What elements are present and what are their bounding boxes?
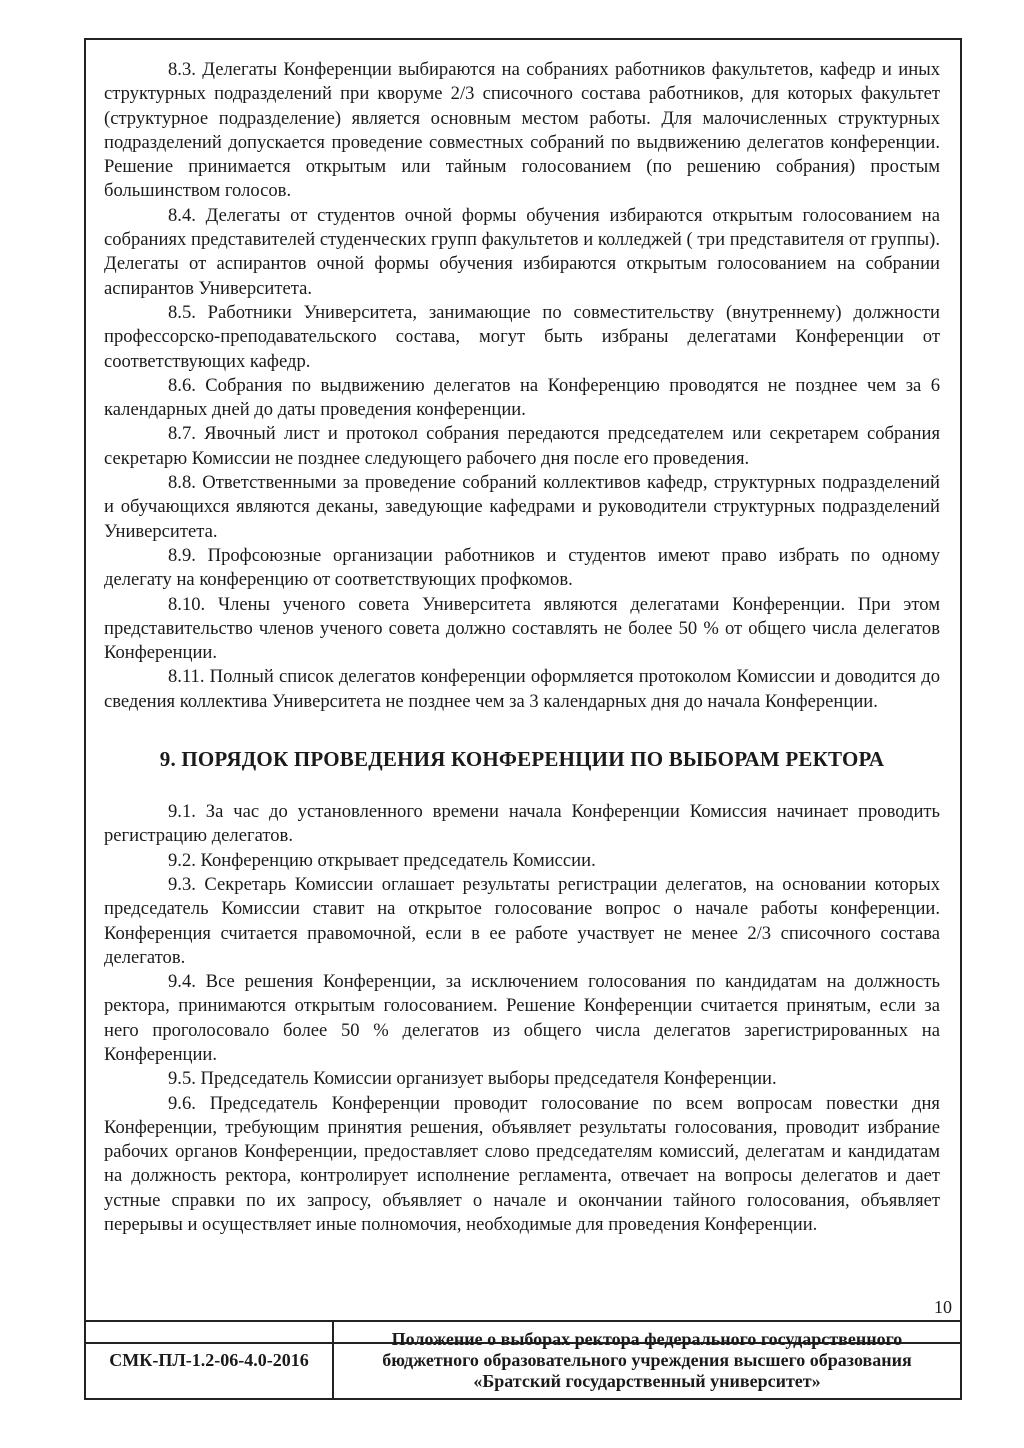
paragraph-8-5: 8.5. Работники Университета, занимающие по совместительству (внутреннему) должности профессорско-преподавательского состава, могут быть избраны делегатами Конференции от соответствующих кафедр. — [104, 301, 940, 372]
paragraph-8-4: 8.4. Делегаты от студентов очной формы обучения избираются открытым голосованием на собраниях представителей студенческих групп факультетов и колледжей ( три представителя от группы). Делегаты от аспирантов очной формы обучения избираются открытым голосованием на собрании аспирантов Университета. — [104, 204, 940, 299]
paragraph-9-2: 9.2. Конференцию открывает председатель Комиссии. — [168, 849, 596, 871]
paragraph-8-9: 8.9. Профсоюзные организации работников и студентов имеют право избрать по одному делегату на конференцию от соответствующих профкомов. — [104, 544, 940, 591]
paragraph-9-4: 9.4. Все решения Конференции, за исключением голосования по кандидатам на должность ректора, принимаются открытым голосованием. Решение Конференции считается принятым, если за него проголосовало более 50 % делегатов из общего числа делегатов зарегистрированных на Конференции. — [104, 971, 940, 1065]
footer-title-line-2: бюджетного образовательного учреждения высшего образования — [382, 1349, 912, 1370]
footer-title-line-3: «Братский государственный университет» — [473, 1370, 821, 1391]
paragraph-9-1: 9.1. За час до установленного времени начала Конференции Комиссия начинает проводить регистрацию делегатов. — [104, 801, 940, 847]
paragraph-8-10: 8.10. Члены ученого совета Университета являются делегатами Конференции. При этом представительство членов ученого совета должно составлять не более 50 % от общего числа делегатов Конференции. — [104, 593, 940, 664]
document-body — [104, 58, 940, 1237]
document-footer — [84, 1320, 962, 1400]
paragraph-9-6: 9.6. Председатель Конференции проводит голосование по всем вопросам повестки дня Конференции, требующим принятия решения, объявляет результаты голосования, проводит избрание рабочих органов Конференции, предоставляет слово председателям комиссий, делегатам и кандидатам на должность ректора, контролирует исполнение регламента, отвечает на вопросы делегатов и дает устные справки по их запросу, объявляет о начале и окончании тайного голосования, объявляет перерывы и осуществляет иные полномочия, необходимые для проведения Конференции. — [104, 1092, 940, 1236]
page-number: 10 — [934, 1297, 952, 1317]
paragraph-8-6: 8.6. Собрания по выдвижению делегатов на Конференцию проводятся не позднее чем за 6 календарных дней до даты проведения конференции. — [104, 374, 940, 421]
footer-doc-code: СМК-ПЛ-1.2-06-4.0-2016 — [86, 1322, 334, 1398]
paragraph-8-7: 8.7. Явочный лист и протокол собрания передаются председателем или секретарем собрания секретарю Комиссии не позднее следующего рабочего дня после его проведения. — [104, 423, 940, 469]
paragraph-9-5: 9.5. Председатель Комиссии организует выборы председателя Конференции. — [168, 1068, 777, 1090]
paragraph-8-11: 8.11. Полный список делегатов конференции оформляется протоколом Комиссии и доводится до сведения коллектива Университета не позднее чем за 3 календарных дня до начала Конференции. — [104, 666, 940, 712]
footer-doc-title — [334, 1322, 960, 1398]
paragraph-8-3: 8.3. Делегаты Конференции выбираются на собраниях работников факультетов, кафедр и иных структурных подразделений при кворуме 2/3 списочного состава работников, для которых факультет (структурное подразделение) является основным местом работы. Для малочисленных структурных подразделений допускается проведение совместных собраний по выдвижению делегатов конференции. Решение принимается открытым или тайным голосованием (по решению собрания) простым большинством голосов. — [104, 59, 940, 202]
section-9-heading: 9. ПОРЯДОК ПРОВЕДЕНИЯ КОНФЕРЕНЦИИ ПО ВЫБОРАМ РЕКТОРА — [159, 747, 885, 772]
paragraph-8-8: 8.8. Ответственными за проведение собраний коллективов кафедр, структурных подразделений и обучающихся являются деканы, заведующие кафедрами и руководители структурных подразделений Университета. — [104, 472, 940, 542]
paragraph-9-3: 9.3. Секретарь Комиссии оглашает результаты регистрации делегатов, на основании которых председатель Комиссии ставит на открытое голосование вопрос о начале работы конференции. Конференция считается правомочной, если в ее работе участвует не менее 2/3 списочного состава делегатов. — [104, 873, 940, 968]
footer-title-line-1: Положение о выборах ректора федерального государственного — [391, 1328, 903, 1349]
